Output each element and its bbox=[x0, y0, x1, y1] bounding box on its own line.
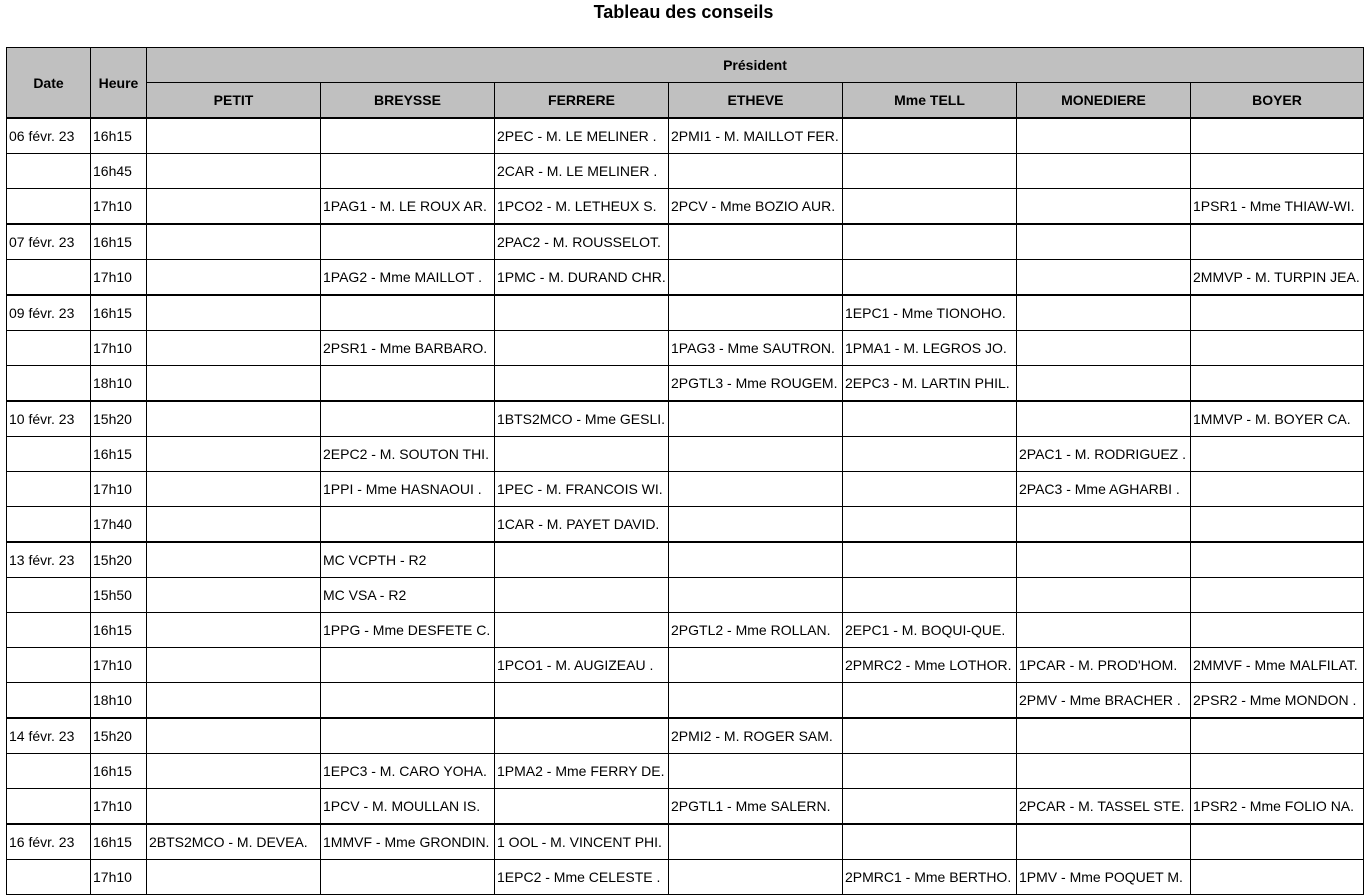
council-cell bbox=[843, 718, 1017, 754]
council-cell bbox=[1017, 154, 1191, 189]
council-cell: 2PMI1 - M. MAILLOT FER. bbox=[669, 118, 843, 154]
council-cell bbox=[1017, 224, 1191, 260]
council-cell: 1MMVP - M. BOYER CA. bbox=[1191, 401, 1364, 437]
council-cell bbox=[147, 118, 321, 154]
date-cell bbox=[7, 860, 91, 895]
council-cell bbox=[843, 224, 1017, 260]
council-cell: 1PMC - M. DURAND CHR. bbox=[495, 260, 669, 296]
council-cell bbox=[321, 118, 495, 154]
council-cell bbox=[1017, 118, 1191, 154]
council-cell bbox=[147, 507, 321, 543]
council-cell bbox=[321, 683, 495, 719]
council-cell bbox=[1191, 578, 1364, 613]
table-header bbox=[7, 48, 1364, 119]
date-cell bbox=[7, 437, 91, 472]
council-cell bbox=[843, 789, 1017, 825]
time-cell: 15h50 bbox=[91, 578, 147, 613]
council-cell: 1PCV - M. MOULLAN IS. bbox=[321, 789, 495, 825]
council-cell: 2PSR2 - Mme MONDON . bbox=[1191, 683, 1364, 719]
council-cell: 1PMV - Mme POQUET M. bbox=[1017, 860, 1191, 895]
council-cell: 2PAC1 - M. RODRIGUEZ . bbox=[1017, 437, 1191, 472]
council-cell bbox=[321, 507, 495, 543]
date-cell: 14 févr. 23 bbox=[7, 718, 91, 754]
council-cell: 2PMV - Mme BRACHER . bbox=[1017, 683, 1191, 719]
time-cell: 16h15 bbox=[91, 824, 147, 860]
table-row bbox=[7, 789, 1364, 825]
council-cell bbox=[1017, 718, 1191, 754]
time-cell: 16h15 bbox=[91, 118, 147, 154]
time-cell: 16h15 bbox=[91, 613, 147, 648]
council-cell bbox=[321, 295, 495, 331]
council-cell: 2CAR - M. LE MELINER . bbox=[495, 154, 669, 189]
council-cell bbox=[495, 366, 669, 402]
council-cell bbox=[1191, 472, 1364, 507]
council-cell bbox=[669, 754, 843, 789]
table-row bbox=[7, 472, 1364, 507]
council-cell bbox=[495, 331, 669, 366]
council-cell bbox=[1191, 718, 1364, 754]
table-row bbox=[7, 118, 1364, 154]
council-cell bbox=[1191, 366, 1364, 402]
council-cell bbox=[1191, 331, 1364, 366]
time-cell: 17h10 bbox=[91, 472, 147, 507]
council-cell bbox=[147, 260, 321, 296]
council-cell bbox=[1017, 401, 1191, 437]
date-cell: 07 févr. 23 bbox=[7, 224, 91, 260]
council-cell: 1BTS2MCO - Mme GESLI. bbox=[495, 401, 669, 437]
council-cell bbox=[669, 683, 843, 719]
council-cell bbox=[843, 118, 1017, 154]
council-cell bbox=[147, 437, 321, 472]
council-cell: 1PCO2 - M. LETHEUX S. bbox=[495, 189, 669, 225]
council-cell bbox=[321, 718, 495, 754]
council-cell: 2PAC2 - M. ROUSSELOT. bbox=[495, 224, 669, 260]
council-cell: 2MMVF - Mme MALFILAT. bbox=[1191, 648, 1364, 683]
council-cell bbox=[1191, 118, 1364, 154]
council-cell bbox=[1017, 507, 1191, 543]
council-cell bbox=[669, 260, 843, 296]
council-cell bbox=[843, 507, 1017, 543]
table-row bbox=[7, 366, 1364, 402]
council-cell bbox=[843, 154, 1017, 189]
council-cell bbox=[1191, 437, 1364, 472]
council-cell bbox=[669, 542, 843, 578]
council-cell bbox=[495, 542, 669, 578]
council-cell bbox=[1017, 260, 1191, 296]
council-cell: 1PMA2 - Mme FERRY DE. bbox=[495, 754, 669, 789]
council-cell: 1CAR - M. PAYET DAVID. bbox=[495, 507, 669, 543]
council-cell: 1EPC2 - Mme CELESTE . bbox=[495, 860, 669, 895]
date-cell bbox=[7, 613, 91, 648]
date-cell bbox=[7, 472, 91, 507]
date-cell bbox=[7, 189, 91, 225]
council-cell bbox=[669, 472, 843, 507]
council-cell: 2PAC3 - Mme AGHARBI . bbox=[1017, 472, 1191, 507]
table-row bbox=[7, 224, 1364, 260]
header-president: Président bbox=[147, 48, 1364, 83]
table-row bbox=[7, 295, 1364, 331]
council-cell: MC VCPTH - R2 bbox=[321, 542, 495, 578]
council-cell bbox=[495, 295, 669, 331]
council-cell: 1EPC1 - Mme TIONOHO. bbox=[843, 295, 1017, 331]
council-cell: 2PSR1 - Mme BARBARO. bbox=[321, 331, 495, 366]
time-cell: 15h20 bbox=[91, 542, 147, 578]
council-cell bbox=[1191, 154, 1364, 189]
council-cell bbox=[147, 154, 321, 189]
table-row bbox=[7, 613, 1364, 648]
council-cell: 2MMVP - M. TURPIN JEA. bbox=[1191, 260, 1364, 296]
council-cell bbox=[321, 366, 495, 402]
council-cell: 2PCAR - M. TASSEL STE. bbox=[1017, 789, 1191, 825]
date-cell: 09 févr. 23 bbox=[7, 295, 91, 331]
council-cell bbox=[147, 860, 321, 895]
council-cell bbox=[321, 401, 495, 437]
council-cell bbox=[1017, 189, 1191, 225]
time-cell: 17h10 bbox=[91, 331, 147, 366]
date-cell bbox=[7, 366, 91, 402]
council-cell: 2PCV - Mme BOZIO AUR. bbox=[669, 189, 843, 225]
council-cell bbox=[1017, 613, 1191, 648]
header-mme-tell: Mme TELL bbox=[843, 83, 1017, 119]
council-cell: 1PPG - Mme DESFETE C. bbox=[321, 613, 495, 648]
council-cell bbox=[147, 648, 321, 683]
date-cell: 06 févr. 23 bbox=[7, 118, 91, 154]
header-breysse: BREYSSE bbox=[321, 83, 495, 119]
council-cell bbox=[843, 260, 1017, 296]
date-cell bbox=[7, 260, 91, 296]
council-cell: 1EPC3 - M. CARO YOHA. bbox=[321, 754, 495, 789]
council-cell: 2PEC - M. LE MELINER . bbox=[495, 118, 669, 154]
council-cell: 2BTS2MCO - M. DEVEA. bbox=[147, 824, 321, 860]
table-row bbox=[7, 401, 1364, 437]
date-cell bbox=[7, 754, 91, 789]
council-cell bbox=[1017, 542, 1191, 578]
date-cell bbox=[7, 648, 91, 683]
council-cell: 1PAG3 - Mme SAUTRON. bbox=[669, 331, 843, 366]
header-ferrere: FERRERE bbox=[495, 83, 669, 119]
council-cell bbox=[147, 331, 321, 366]
time-cell: 18h10 bbox=[91, 683, 147, 719]
council-cell: 2PMRC1 - Mme BERTHO. bbox=[843, 860, 1017, 895]
table-row bbox=[7, 860, 1364, 895]
council-cell bbox=[843, 542, 1017, 578]
time-cell: 17h10 bbox=[91, 648, 147, 683]
date-cell bbox=[7, 154, 91, 189]
council-cell bbox=[1017, 366, 1191, 402]
council-cell: 2PGTL1 - Mme SALERN. bbox=[669, 789, 843, 825]
council-cell bbox=[147, 754, 321, 789]
council-cell: 1PMA1 - M. LEGROS JO. bbox=[843, 331, 1017, 366]
council-cell: MC VSA - R2 bbox=[321, 578, 495, 613]
council-cell bbox=[1017, 754, 1191, 789]
council-cell bbox=[1017, 331, 1191, 366]
time-cell: 18h10 bbox=[91, 366, 147, 402]
table-row bbox=[7, 507, 1364, 543]
date-cell bbox=[7, 578, 91, 613]
table-body bbox=[7, 118, 1364, 895]
council-cell bbox=[1191, 860, 1364, 895]
table-row bbox=[7, 542, 1364, 578]
council-cell bbox=[495, 718, 669, 754]
council-cell bbox=[1191, 295, 1364, 331]
header-etheve: ETHEVE bbox=[669, 83, 843, 119]
time-cell: 17h10 bbox=[91, 260, 147, 296]
council-cell bbox=[669, 295, 843, 331]
council-cell bbox=[1191, 507, 1364, 543]
time-cell: 16h15 bbox=[91, 224, 147, 260]
time-cell: 15h20 bbox=[91, 401, 147, 437]
time-cell: 17h10 bbox=[91, 789, 147, 825]
council-cell bbox=[1017, 824, 1191, 860]
council-cell: 1PSR2 - Mme FOLIO NA. bbox=[1191, 789, 1364, 825]
header-monediere: MONEDIERE bbox=[1017, 83, 1191, 119]
council-cell bbox=[843, 754, 1017, 789]
time-cell: 16h15 bbox=[91, 437, 147, 472]
council-cell bbox=[147, 366, 321, 402]
council-cell bbox=[321, 860, 495, 895]
council-cell bbox=[147, 683, 321, 719]
council-cell bbox=[495, 789, 669, 825]
council-cell bbox=[321, 224, 495, 260]
header-heure: Heure bbox=[91, 48, 147, 119]
date-cell bbox=[7, 683, 91, 719]
council-cell: 2EPC3 - M. LARTIN PHIL. bbox=[843, 366, 1017, 402]
table-row bbox=[7, 754, 1364, 789]
table-row bbox=[7, 718, 1364, 754]
council-cell: 1PAG1 - M. LE ROUX AR. bbox=[321, 189, 495, 225]
date-cell: 10 févr. 23 bbox=[7, 401, 91, 437]
council-cell bbox=[669, 648, 843, 683]
council-cell bbox=[495, 613, 669, 648]
council-cell bbox=[843, 437, 1017, 472]
council-cell bbox=[147, 295, 321, 331]
council-cell bbox=[147, 401, 321, 437]
council-cell bbox=[1191, 754, 1364, 789]
council-cell bbox=[669, 224, 843, 260]
council-cell bbox=[669, 824, 843, 860]
header-boyer: BOYER bbox=[1191, 83, 1364, 119]
table-row bbox=[7, 578, 1364, 613]
council-cell bbox=[1017, 578, 1191, 613]
council-cell: 1PPI - Mme HASNAOUI . bbox=[321, 472, 495, 507]
council-table bbox=[6, 47, 1364, 895]
council-cell bbox=[669, 507, 843, 543]
council-cell bbox=[147, 542, 321, 578]
time-cell: 16h45 bbox=[91, 154, 147, 189]
council-cell bbox=[843, 401, 1017, 437]
page-title: Tableau des conseils bbox=[593, 2, 774, 22]
table-row bbox=[7, 331, 1364, 366]
table-row bbox=[7, 260, 1364, 296]
council-cell bbox=[843, 824, 1017, 860]
table-row bbox=[7, 189, 1364, 225]
time-cell: 17h40 bbox=[91, 507, 147, 543]
council-cell: 1PEC - M. FRANCOIS WI. bbox=[495, 472, 669, 507]
council-cell: 2PMRC2 - Mme LOTHOR. bbox=[843, 648, 1017, 683]
council-cell: 1PSR1 - Mme THIAW-WI. bbox=[1191, 189, 1364, 225]
council-cell: 2EPC2 - M. SOUTON THI. bbox=[321, 437, 495, 472]
table-row bbox=[7, 683, 1364, 719]
council-cell bbox=[147, 578, 321, 613]
council-cell: 2PGTL2 - Mme ROLLAN. bbox=[669, 613, 843, 648]
council-cell bbox=[1191, 613, 1364, 648]
time-cell: 16h15 bbox=[91, 295, 147, 331]
council-cell bbox=[843, 472, 1017, 507]
council-cell: 1PAG2 - Mme MAILLOT . bbox=[321, 260, 495, 296]
council-cell bbox=[843, 578, 1017, 613]
council-cell: 2EPC1 - M. BOQUI-QUE. bbox=[843, 613, 1017, 648]
council-cell bbox=[669, 401, 843, 437]
council-cell bbox=[669, 154, 843, 189]
council-cell bbox=[147, 472, 321, 507]
date-cell bbox=[7, 789, 91, 825]
council-cell bbox=[669, 578, 843, 613]
council-cell bbox=[147, 613, 321, 648]
council-cell bbox=[321, 648, 495, 683]
header-date: Date bbox=[7, 48, 91, 119]
table-row bbox=[7, 437, 1364, 472]
council-cell bbox=[669, 860, 843, 895]
council-cell bbox=[843, 189, 1017, 225]
council-cell bbox=[321, 154, 495, 189]
council-cell bbox=[495, 683, 669, 719]
council-cell bbox=[843, 683, 1017, 719]
council-cell bbox=[669, 437, 843, 472]
time-cell: 17h10 bbox=[91, 860, 147, 895]
council-cell bbox=[147, 789, 321, 825]
council-cell bbox=[1191, 542, 1364, 578]
council-cell: 1MMVF - Mme GRONDIN. bbox=[321, 824, 495, 860]
time-cell: 16h15 bbox=[91, 754, 147, 789]
time-cell: 17h10 bbox=[91, 189, 147, 225]
table-row bbox=[7, 648, 1364, 683]
date-cell: 13 févr. 23 bbox=[7, 542, 91, 578]
header-petit: PETIT bbox=[147, 83, 321, 119]
council-cell: 1PCO1 - M. AUGIZEAU . bbox=[495, 648, 669, 683]
table-row bbox=[7, 824, 1364, 860]
council-cell: 1PCAR - M. PROD'HOM. bbox=[1017, 648, 1191, 683]
council-cell bbox=[1191, 224, 1364, 260]
council-cell bbox=[1191, 824, 1364, 860]
time-cell: 15h20 bbox=[91, 718, 147, 754]
council-cell bbox=[147, 224, 321, 260]
council-cell bbox=[495, 578, 669, 613]
council-cell bbox=[147, 718, 321, 754]
council-cell: 2PGTL3 - Mme ROUGEM. bbox=[669, 366, 843, 402]
council-cell bbox=[1017, 295, 1191, 331]
council-cell: 1 OOL - M. VINCENT PHI. bbox=[495, 824, 669, 860]
date-cell bbox=[7, 507, 91, 543]
council-cell bbox=[147, 189, 321, 225]
council-cell bbox=[495, 437, 669, 472]
table-row bbox=[7, 154, 1364, 189]
council-cell: 2PMI2 - M. ROGER SAM. bbox=[669, 718, 843, 754]
date-cell bbox=[7, 331, 91, 366]
date-cell: 16 févr. 23 bbox=[7, 824, 91, 860]
